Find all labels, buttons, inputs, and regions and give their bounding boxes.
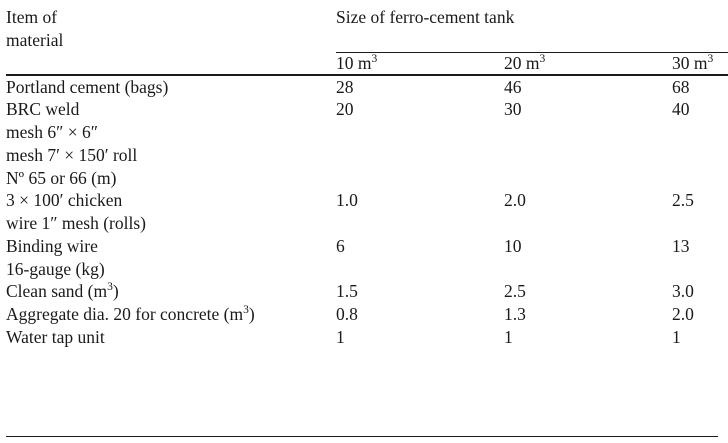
unit-10m3-exp: 3 (371, 53, 378, 66)
row-value-portland-20: 46 (504, 76, 522, 97)
row-value-chicken-20: 2.0 (504, 190, 526, 211)
row-label-line: BRC weld (6, 99, 80, 120)
row-label-sup: 3 (243, 304, 249, 317)
row-label-line: Nº 65 or 66 (m) (6, 167, 117, 188)
row-value-portland-30: 68 (672, 76, 690, 97)
header-group-label: Size of ferro-cement tank (336, 7, 515, 27)
unit-20m3 (504, 53, 672, 74)
row-label-line: Binding wire (6, 235, 98, 256)
header-item-cell (6, 6, 336, 52)
table-row (6, 280, 728, 303)
document-page (0, 6, 728, 443)
row-value-binding-20: 10 (504, 235, 522, 256)
row-label-brc-weld (6, 98, 336, 189)
row-label-line: Portland cement (bags) (6, 76, 169, 97)
row-value-chicken-30: 2.5 (672, 190, 694, 211)
units-row (6, 53, 728, 74)
unit-30m3-exp: 3 (707, 53, 714, 66)
row-value-sand-10: 1.5 (336, 281, 358, 302)
row-value-sand-30: 3.0 (672, 281, 694, 302)
row-label-water-tap (6, 326, 336, 349)
row-label-tail: ) (112, 281, 119, 302)
materials-table (6, 6, 728, 349)
row-label-binding-wire (6, 235, 336, 281)
row-label-clean-sand (6, 280, 336, 303)
unit-30m3 (672, 53, 728, 74)
row-value-portland-10: 28 (336, 76, 354, 97)
row-value-water-30: 1 (672, 326, 681, 347)
row-label-base: Aggregate dia. 20 for concrete (m (6, 304, 244, 325)
units-empty-cell (6, 53, 336, 74)
row-value-sand-20: 2.5 (504, 281, 526, 302)
unit-20m3-label: 20 m (504, 53, 540, 74)
row-label-line: mesh 6″ × 6″ (6, 122, 99, 143)
table-row (6, 98, 728, 189)
row-value-brc-30: 40 (672, 99, 690, 120)
row-value-binding-10: 6 (336, 235, 345, 256)
table-row (6, 76, 728, 99)
row-value-brc-10: 20 (336, 99, 354, 120)
unit-10m3 (336, 53, 504, 74)
row-label-aggregate (6, 303, 336, 326)
row-label-line: wire 1″ mesh (rolls) (6, 213, 146, 234)
row-label-tail: ) (248, 304, 255, 325)
row-label-line: Water tap unit (6, 326, 105, 347)
table-row (6, 303, 728, 326)
unit-30m3-label: 30 m (672, 53, 708, 74)
row-value-aggregate-20: 1.3 (504, 304, 526, 325)
row-label-base: Clean sand (m (6, 281, 108, 302)
row-label-line: 16-gauge (kg) (6, 258, 105, 279)
row-value-binding-30: 13 (672, 235, 690, 256)
row-value-aggregate-30: 2.0 (672, 304, 694, 325)
table-header-row (6, 6, 728, 52)
table-row (6, 326, 728, 349)
header-item-line2: material (6, 30, 64, 51)
header-item-line1: Item of (6, 7, 58, 27)
table-row (6, 189, 728, 235)
header-group-cell (336, 6, 728, 52)
unit-20m3-exp: 3 (539, 53, 546, 66)
row-label-chicken-wire (6, 189, 336, 235)
row-label-portland-cement (6, 76, 336, 99)
unit-10m3-label: 10 m (336, 53, 372, 74)
row-label-line: 3 × 100′ chicken (6, 190, 123, 211)
row-value-chicken-10: 1.0 (336, 190, 358, 211)
row-value-brc-20: 30 (504, 99, 522, 120)
row-value-water-20: 1 (504, 326, 513, 347)
row-label-sup: 3 (107, 281, 113, 294)
row-label-line: mesh 7′ × 150′ roll (6, 144, 138, 165)
row-value-aggregate-10: 0.8 (336, 304, 358, 325)
table-row (6, 235, 728, 281)
row-value-water-10: 1 (336, 326, 345, 347)
